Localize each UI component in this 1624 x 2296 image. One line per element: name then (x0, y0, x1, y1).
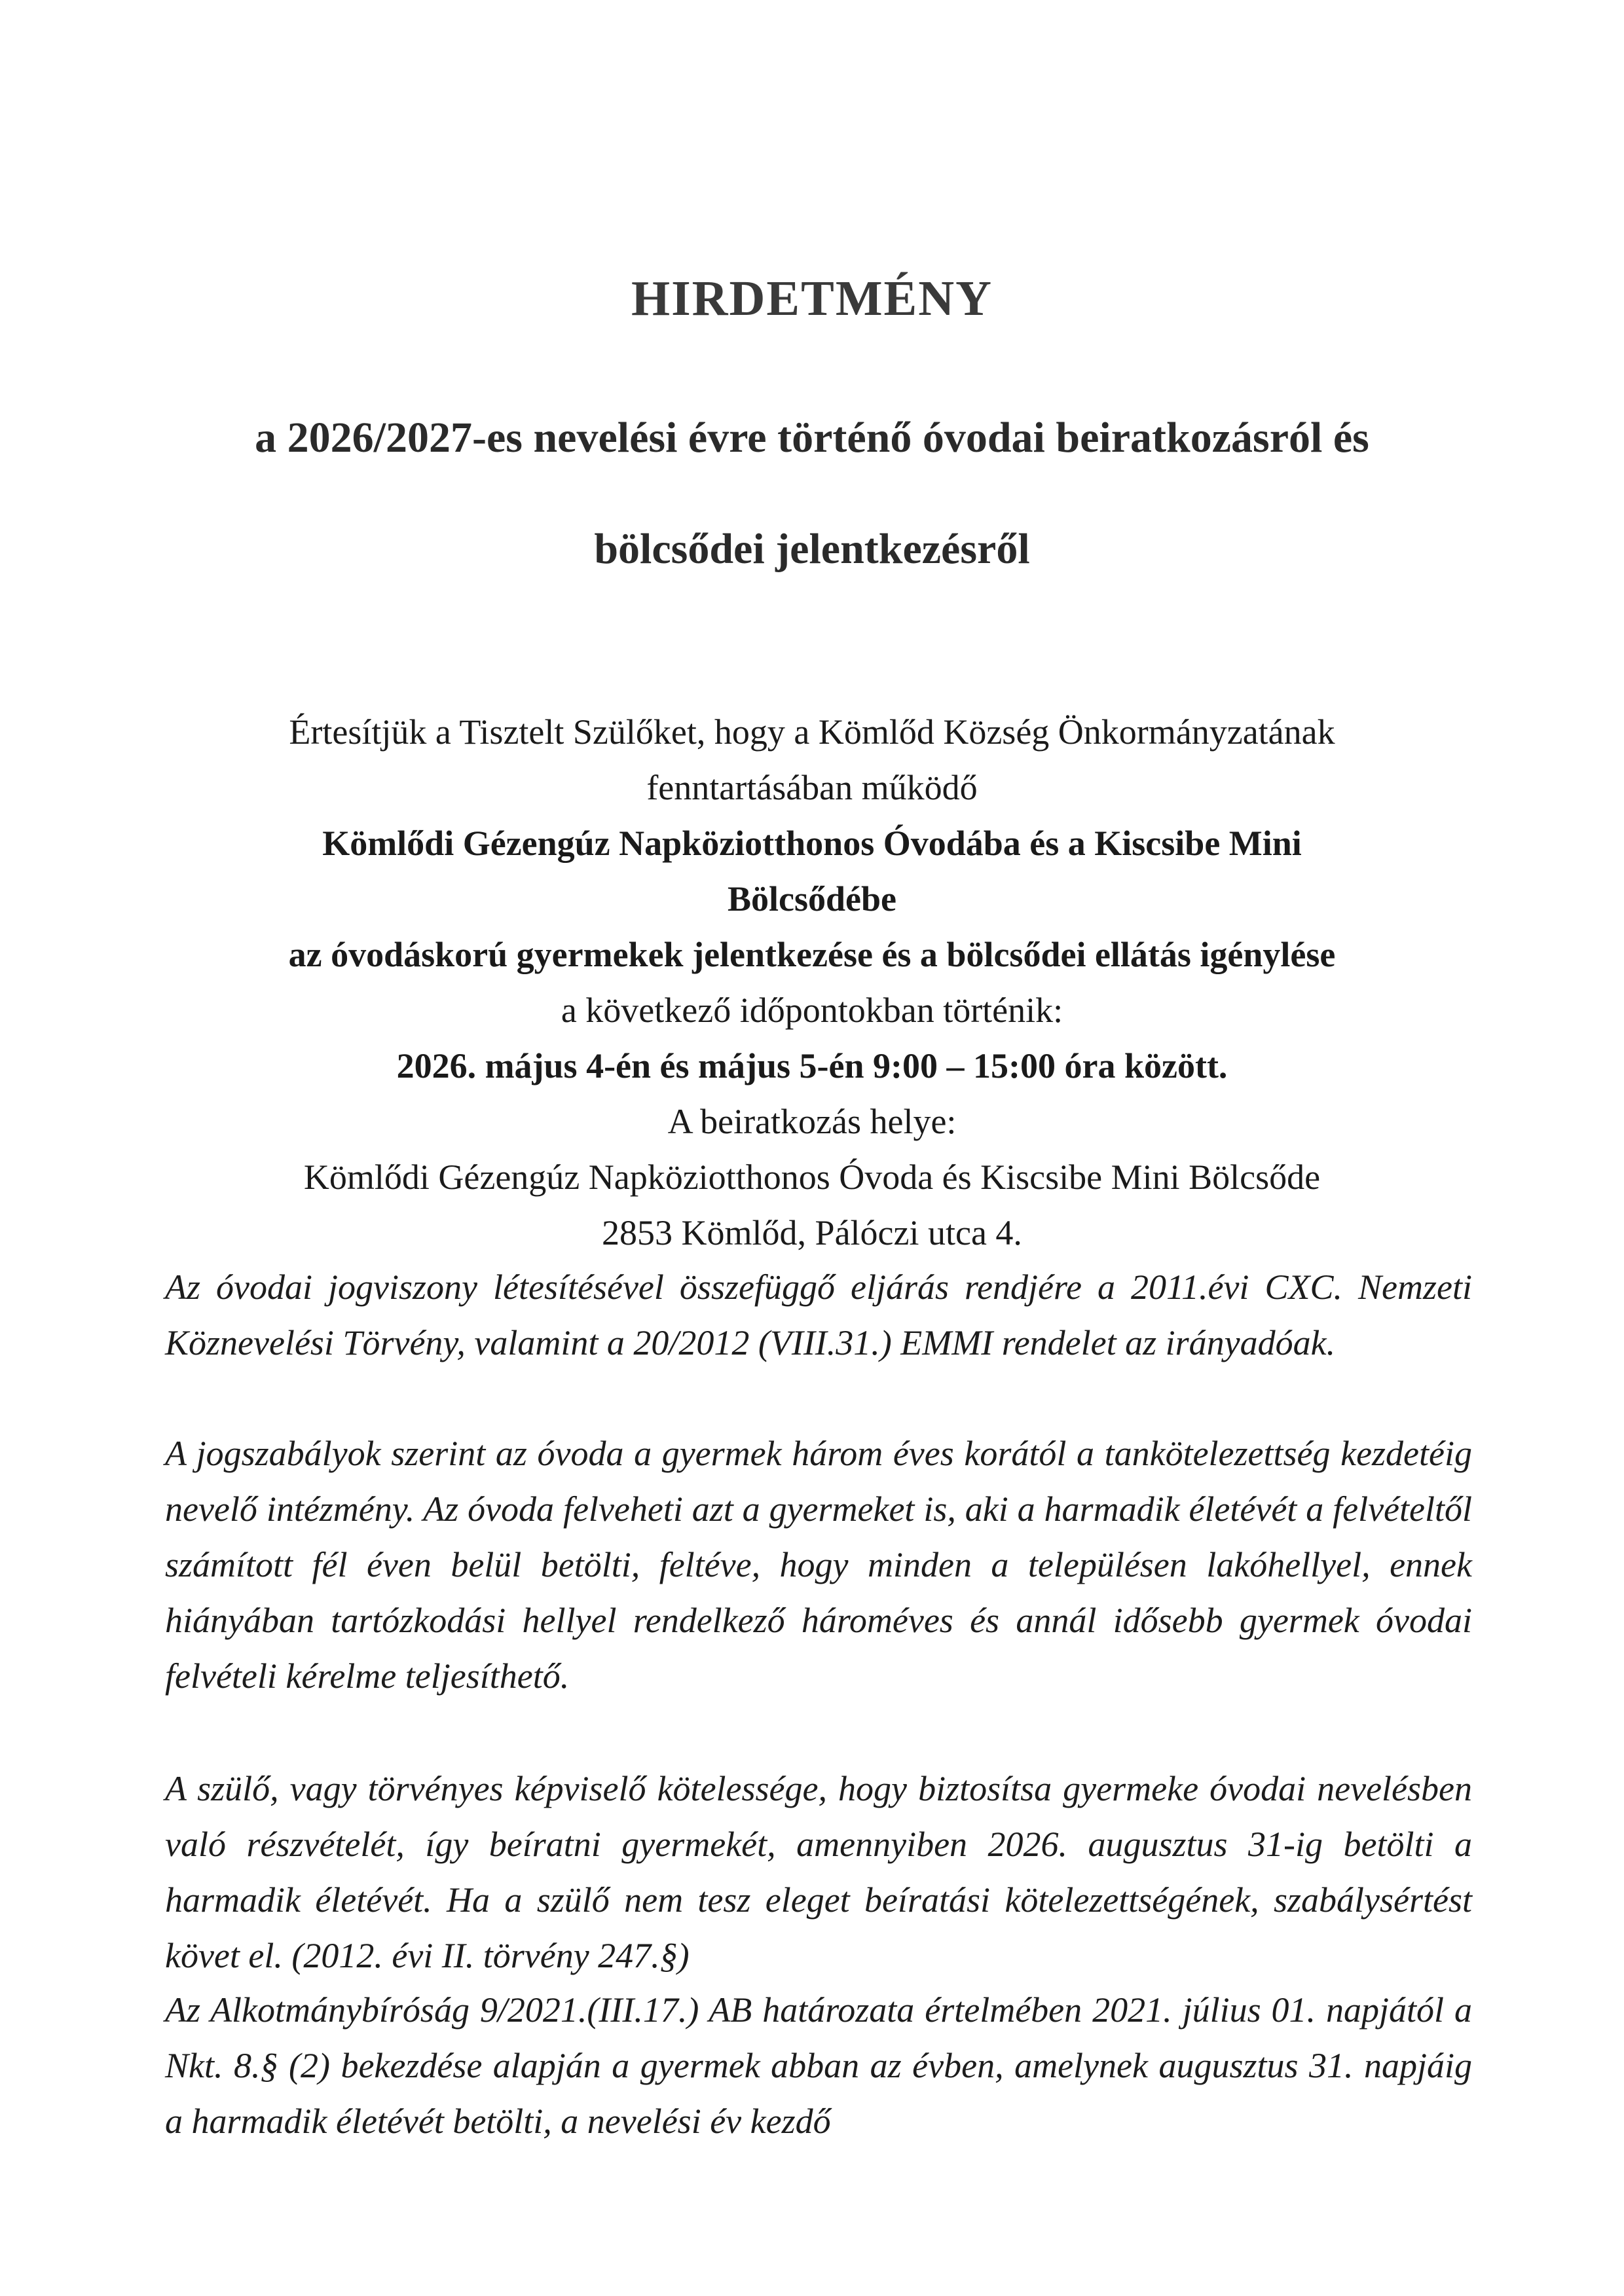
intro-line-2: fenntartásában működő (646, 768, 978, 807)
announcement-block (170, 704, 1454, 1261)
paragraph-text: Az Alkotmánybíróság 9/2021.(III.17.) AB határozata értelmében 2021. július 01. napjától a Nkt. 8.§ (2) bekezdése alapján a gyermek abban az évben, amelynek augusztus 31. napjáig a harmadik életévét betölti, a nevelési év kezdő (165, 1990, 1472, 2141)
location-name: Kömlődi Gézengúz Napköziotthonos Óvoda és Kiscsibe Mini Bölcsőde (303, 1157, 1321, 1197)
location-label: A beiratkozás helye: (667, 1102, 957, 1141)
institution-line-1: Kömlődi Gézengúz Napköziotthonos Óvodába és a Kiscsibe Mini (322, 824, 1302, 863)
location-address: 2853 Kömlőd, Pálóczi utca 4. (602, 1213, 1022, 1252)
paragraph-text: Az óvodai jogviszony létesítésével összefüggő eljárás rendjére a 2011.évi CXC. Nemzeti Köznevelési Törvény, valamint a 20/2012 (VIII.31.) EMMI rendelet az irányadóak. (165, 1267, 1472, 1362)
institution-line-2: Bölcsődébe (727, 879, 896, 919)
subtitle-line-2: bölcsődei jelentkezésről (594, 525, 1030, 573)
legal-paragraph-4 (165, 1982, 1472, 2149)
paragraph-text: A jogszabályok szerint az óvoda a gyermek három éves korától a tankötelezettség kezdetéig nevelő intézmény. Az óvoda felveheti azt a gyermeket is, aki a harmadik életévét a felvételtől számított fél éven belül betölti, feltéve, hogy minden a településen lakóhellyel, ennek hiányában tartózkodási hellyel rendelkező hároméves és annál idősebb gyermek óvodai felvételi kérelme teljesíthető. (165, 1434, 1472, 1696)
paragraph-text: A szülő, vagy törvényes képviselő kötelessége, hogy biztosítsa gyermeke óvodai nevelésben való részvételét, így beíratni gyermekét, amennyiben 2026. augusztus 31-ig betölti a harmadik életévét. Ha a szülő nem tesz eleget beíratási kötelezettségének, szabálysértést követ el. (2012. évi II. törvény 247.§) (165, 1769, 1472, 1975)
legal-paragraph-3 (165, 1761, 1472, 1984)
timing-intro: a következő időpontokban történik: (561, 991, 1063, 1030)
enrollment-dates: 2026. május 4-én és május 5-én 9:00 – 15:00 óra között. (396, 1046, 1228, 1085)
legal-paragraph-2 (165, 1426, 1472, 1704)
purpose-line: az óvodáskorú gyermekek jelentkezése és a bölcsődei ellátás igénylése (288, 935, 1336, 974)
intro-line-1: Értesítjük a Tisztelt Szülőket, hogy a Kömlőd Község Önkormányzatának (289, 712, 1335, 752)
subtitle-line-1: a 2026/2027-es nevelési évre történő óvodai beiratkozásról és (255, 414, 1369, 462)
legal-paragraph-1 (165, 1260, 1472, 1371)
document-title: HIRDETMÉNY (631, 271, 993, 326)
